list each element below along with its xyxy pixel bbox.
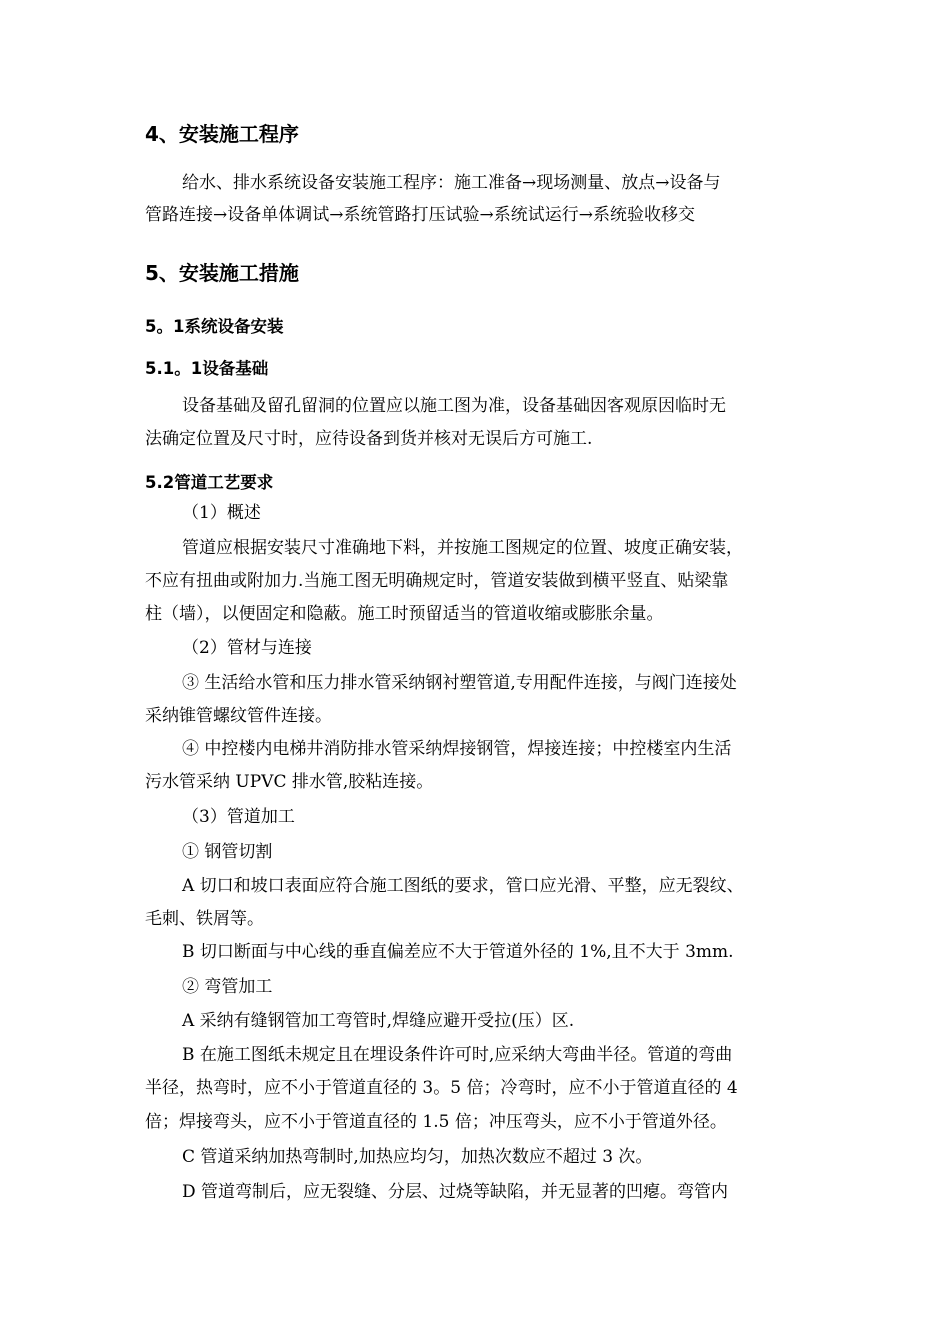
paragraph-line: 设备基础及留孔留洞的位置应以施工图为准，设备基础因客观原因临时无 bbox=[182, 396, 726, 416]
list-item: ② 弯管加工 bbox=[182, 977, 273, 997]
paragraph-line: 管路连接→设备单体调试→系统管路打压试验→系统试运行→系统验收移交 bbox=[145, 205, 695, 225]
paragraph-line: 柱（墙），以便固定和隐蔽。施工时预留适当的管道收缩或膨胀余量。 bbox=[145, 604, 664, 624]
paragraph-line: 污水管采纳 UPVC 排水管,胶粘连接。 bbox=[145, 772, 434, 792]
paragraph-line: 管道应根据安装尺寸准确地下料，并按施工图规定的位置、坡度正确安装， bbox=[182, 538, 743, 558]
paragraph-line: B 切口断面与中心线的垂直偏差应不大于管道外径的 1%,且不大于 3mm. bbox=[182, 942, 734, 962]
paragraph-line: C 管道采纳加热弯制时,加热应均匀，加热次数应不超过 3 次。 bbox=[182, 1147, 653, 1167]
paragraph-line: 毛刺、铁屑等。 bbox=[145, 909, 264, 929]
section-5-1-1-title: 5.1。1设备基础 bbox=[145, 359, 269, 378]
paragraph-line: D 管道弯制后，应无裂缝、分层、过烧等缺陷，并无显著的凹瘪。弯管内 bbox=[182, 1182, 729, 1202]
paragraph-line: ③ 生活给水管和压力排水管采纳钢衬塑管道,专用配件连接，与阀门连接处 bbox=[182, 673, 737, 693]
section-5-title: 5、安装施工措施 bbox=[145, 261, 299, 285]
list-item: ① 钢管切割 bbox=[182, 842, 273, 862]
subheading: （3）管道加工 bbox=[182, 807, 295, 827]
paragraph-line: A 采纳有缝钢管加工弯管时,焊缝应避开受拉(压）区. bbox=[182, 1011, 575, 1031]
section-5-1-title: 5。1系统设备安装 bbox=[145, 317, 284, 336]
subheading: （2）管材与连接 bbox=[182, 638, 312, 658]
section-4-title: 4、安装施工程序 bbox=[145, 122, 299, 146]
paragraph-line: A 切口和坡口表面应符合施工图纸的要求，管口应光滑、平整，应无裂纹、 bbox=[182, 876, 744, 896]
paragraph-line: B 在施工图纸未规定且在埋设条件许可时,应采纳大弯曲半径。管道的弯曲 bbox=[182, 1045, 733, 1065]
paragraph-line: ④ 中控楼内电梯井消防排水管采纳焊接钢管，焊接连接；中控楼室内生活 bbox=[182, 739, 732, 759]
subheading: （1）概述 bbox=[182, 503, 261, 523]
paragraph-line: 采纳锥管螺纹管件连接。 bbox=[145, 706, 332, 726]
paragraph-line: 给水、排水系统设备安装施工程序：施工准备→现场测量、放点→设备与 bbox=[182, 173, 721, 193]
paragraph-line: 法确定位置及尺寸时，应待设备到货并核对无误后方可施工. bbox=[145, 429, 593, 449]
paragraph-line: 半径，热弯时，应不小于管道直径的 3。5 倍；冷弯时，应不小于管道直径的 4 bbox=[145, 1078, 738, 1098]
section-5-2-title: 5.2管道工艺要求 bbox=[145, 473, 274, 492]
paragraph-line: 不应有扭曲或附加力.当施工图无明确规定时，管道安装做到横平竖直、贴梁靠 bbox=[145, 571, 729, 591]
paragraph-line: 倍；焊接弯头，应不小于管道直径的 1.5 倍；冲压弯头，应不小于管道外径。 bbox=[145, 1112, 727, 1132]
